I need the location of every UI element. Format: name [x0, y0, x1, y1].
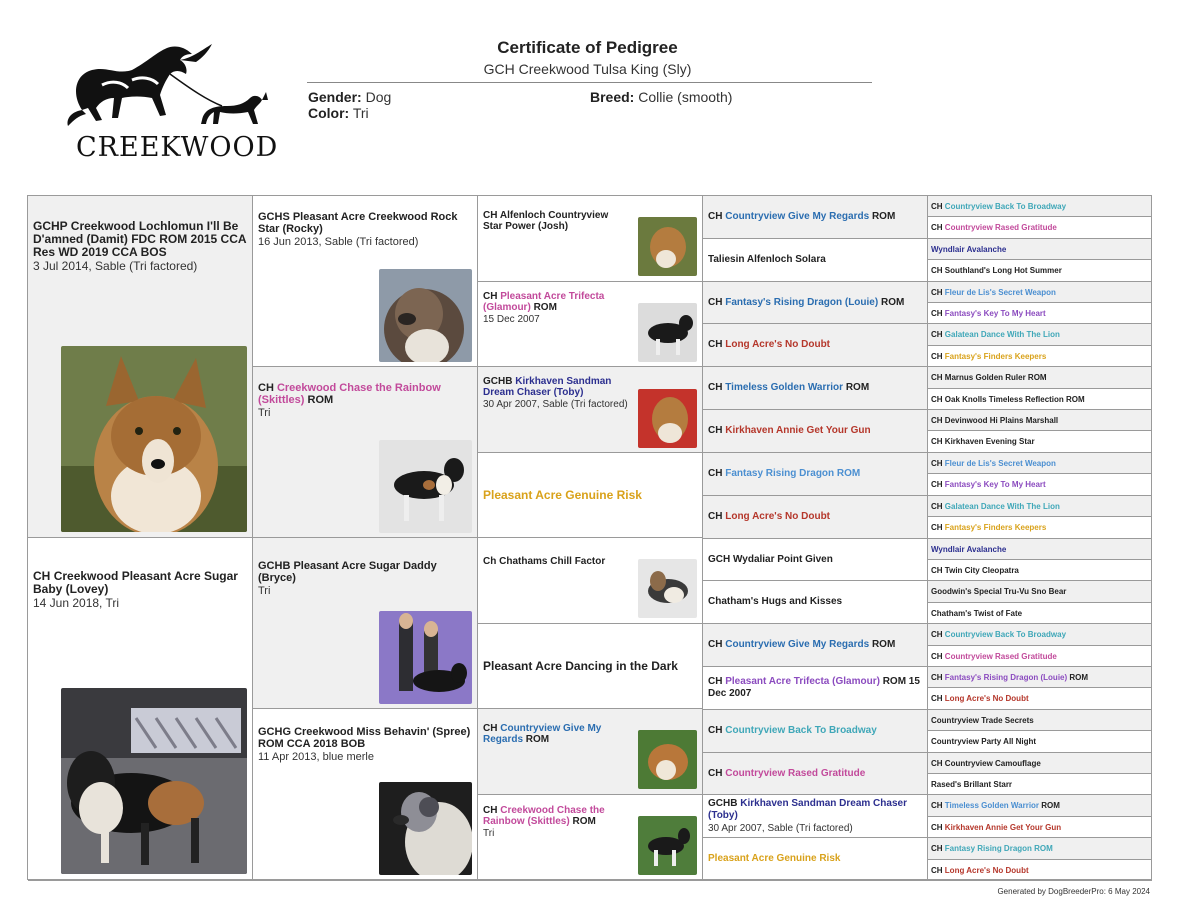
g4-name-1	[708, 211, 895, 223]
g4-cell-14	[703, 753, 928, 795]
sable-collie-small-image	[638, 217, 697, 276]
g5-fullname-7: Galatean Dance With The Lion	[944, 330, 1060, 339]
g5-name-7	[931, 330, 1060, 339]
g4-name-2	[708, 254, 826, 266]
g3-suffix-7: ROM	[525, 734, 550, 745]
g2-fullname-3: Pleasant Acre Sugar Daddy (Bryce)	[258, 560, 437, 584]
g4-cell-9	[703, 539, 928, 581]
dam-photo	[61, 688, 247, 874]
g5-name-4	[931, 266, 1062, 275]
tri-smooth-collie-image	[638, 816, 697, 875]
g4-fullname-7: Fantasy Rising Dragon ROM	[725, 468, 861, 479]
g4-name-10	[708, 596, 842, 608]
g2-title-4: GCHG	[258, 726, 291, 738]
dog-registered-name: GCH Creekwood Tulsa King (Sly)	[483, 61, 692, 77]
g5-fullname-8: Fantasy's Finders Keepers	[944, 351, 1047, 361]
g4-suffix-3: ROM	[880, 296, 905, 308]
g5-suffix-23: ROM	[1069, 672, 1089, 682]
g5-name-1	[931, 202, 1066, 211]
g2-title-3: GCHB	[258, 560, 291, 572]
g5-name-21	[931, 630, 1066, 639]
g4-title-5: CH	[708, 382, 723, 393]
dam-full-name: Creekwood Pleasant Acre Sugar Baby (Lovey)	[33, 569, 238, 596]
g4-cell-2	[703, 239, 928, 282]
g4-cell-1	[703, 196, 928, 239]
g5-cell-2	[928, 217, 1152, 239]
g5-name-24	[931, 694, 1029, 703]
creekwood-logo	[62, 40, 279, 163]
g5-cell-19	[928, 581, 1152, 603]
g4-title-12: CH	[708, 676, 723, 687]
g5-fullname-10: Oak Knolls Timeless Reflection ROM	[944, 394, 1085, 404]
g2-detail-4: 11 Apr 2013, blue merle	[258, 751, 374, 763]
sable-collie-portrait-image	[61, 346, 247, 532]
g5-fullname-30: Kirkhaven Annie Get Your Gun	[944, 822, 1062, 832]
g5-title-5: CH	[931, 287, 943, 297]
sire-title: GCHP	[33, 219, 68, 233]
g5-fullname-16: Fantasy's Finders Keepers	[944, 523, 1047, 532]
g5-cell-13	[928, 453, 1152, 474]
pedigree-chart	[27, 195, 1152, 880]
g5-cell-14	[928, 474, 1152, 496]
g3-fullname-8: Creekwood Chase the Rainbow (Skittles)	[483, 805, 605, 827]
g4-fullname-12: Pleasant Acre Trifecta (Glamour)	[725, 676, 880, 687]
g5-title-4: CH	[931, 266, 943, 275]
g3-photo-2	[638, 303, 697, 362]
g4-title-14: CH	[708, 767, 723, 779]
g5-title-23: CH	[931, 672, 943, 682]
header-divider	[307, 82, 872, 83]
g5-title-16: CH	[931, 523, 943, 532]
g4-name-8	[708, 511, 830, 523]
g5-title-27: CH	[931, 758, 943, 768]
g5-fullname-31: Fantasy Rising Dragon ROM	[944, 844, 1053, 853]
g3-fullname-5: Chathams Chill Factor	[499, 556, 606, 567]
g3-suffix-8: ROM	[572, 816, 596, 827]
generated-by-footer: Generated by DogBreederPro: 6 May 2024	[997, 887, 1150, 896]
g3-detail-3: 30 Apr 2007, Sable (Tri factored)	[483, 399, 628, 410]
g5-cell-20	[928, 603, 1152, 624]
g5-fullname-14: Fantasy's Key To My Heart	[944, 480, 1046, 489]
g5-cell-16	[928, 517, 1152, 539]
g3-title-5: Ch	[483, 556, 497, 567]
gender-field	[308, 89, 391, 105]
blue-merle-collie-photo-image	[379, 782, 472, 875]
sable-collie-stack-image	[638, 559, 697, 618]
g4-name-14	[708, 768, 865, 780]
g5-title-13: CH	[931, 458, 943, 468]
g5-name-15	[931, 502, 1060, 511]
g4-title-7: CH	[708, 468, 723, 479]
g5-fullname-15: Galatean Dance With The Lion	[944, 501, 1060, 511]
g5-name-17	[931, 545, 1006, 554]
g5-cell-31	[928, 838, 1152, 860]
g5-name-16	[931, 523, 1046, 532]
g4-cell-3	[703, 282, 928, 324]
g5-name-6	[931, 309, 1046, 318]
g3-cell-6	[478, 624, 703, 709]
g5-cell-15	[928, 496, 1152, 517]
g3-title-3: GCHB	[483, 376, 513, 387]
g5-fullname-29: Timeless Golden Warrior	[944, 801, 1040, 810]
g5-cell-30	[928, 817, 1152, 838]
g4-title-13: CH	[708, 725, 723, 736]
g5-title-2: CH	[931, 223, 943, 232]
g4-title-8: CH	[708, 511, 723, 522]
g4-title-6: CH	[708, 425, 723, 436]
g3-title-2: CH	[483, 291, 498, 302]
g3-detail-8: Tri	[483, 828, 495, 839]
g4-suffix-1: ROM	[871, 211, 896, 222]
g3-cell-4	[478, 453, 703, 538]
g5-title-15: CH	[931, 501, 943, 511]
g5-cell-10	[928, 389, 1152, 410]
g4-fullname-10: Chatham's Hugs and Kisses	[708, 596, 843, 607]
g5-cell-25	[928, 710, 1152, 731]
g4-fullname-4: Long Acre's No Doubt	[725, 339, 831, 350]
g2-photo-1	[379, 269, 472, 362]
g5-title-14: CH	[931, 480, 943, 489]
g3-fullname-6: Pleasant Acre Dancing in the Dark	[483, 658, 678, 673]
g5-name-3	[931, 245, 1006, 254]
g3-title-8: CH	[483, 805, 498, 816]
g4-cell-16	[703, 838, 928, 881]
g4-cell-11	[703, 624, 928, 667]
g2-title-2: CH	[258, 382, 274, 394]
sire-photo	[61, 346, 247, 532]
g4-name-7	[708, 468, 860, 480]
g5-name-29	[931, 801, 1060, 810]
g5-fullname-23: Fantasy's Rising Dragon (Louie)	[944, 672, 1068, 682]
g4-cell-6	[703, 410, 928, 453]
g4-fullname-2: Taliesin Alfenloch Solara	[708, 254, 826, 265]
g4-name-16	[708, 853, 840, 865]
g5-cell-27	[928, 753, 1152, 774]
g5-cell-28	[928, 774, 1152, 795]
g5-name-9	[931, 373, 1047, 382]
g5-fullname-21: Countryview Back To Broadway	[944, 630, 1067, 639]
g4-name-5	[708, 382, 869, 394]
g5-fullname-11: Devinwood Hi Plains Marshall	[944, 415, 1059, 425]
tri-collie-show-photo-image	[61, 688, 247, 874]
g2-title-1: GCHS	[258, 211, 290, 223]
g5-cell-6	[928, 303, 1152, 324]
g5-fullname-2: Countryview Rased Gratitude	[944, 223, 1057, 232]
certificate-title: Certificate of Pedigree	[497, 38, 678, 57]
g5-name-12	[931, 437, 1035, 446]
g2-name-3	[258, 560, 472, 584]
g2-fullname-2: Creekwood Chase the Rainbow (Skittles)	[258, 382, 441, 406]
g3-title-7: CH	[483, 723, 498, 734]
g4-cell-12	[703, 667, 928, 710]
g5-name-22	[931, 652, 1057, 661]
g4-title-9: GCH	[708, 553, 731, 565]
g5-name-27	[931, 759, 1041, 768]
g4-cell-8	[703, 496, 928, 539]
g5-name-30	[931, 823, 1061, 832]
g5-fullname-26: Countryview Party All Night	[931, 737, 1037, 746]
g4-suffix-11: ROM	[871, 639, 896, 650]
g4-fullname-3: Fantasy's Rising Dragon (Louie)	[725, 296, 879, 308]
g4-suffix-12: ROM 15 Dec 2007	[708, 676, 920, 699]
sable-rough-collie-image	[638, 730, 697, 789]
g5-title-11: CH	[931, 415, 943, 425]
g5-title-6: CH	[931, 308, 943, 318]
g5-fullname-24: Long Acre's No Doubt	[944, 694, 1029, 703]
g2-fullname-1: Pleasant Acre Creekwood Rock Star (Rocky)	[258, 211, 458, 235]
color-field	[308, 105, 369, 121]
g5-title-31: CH	[931, 844, 943, 853]
g5-cell-9	[928, 367, 1152, 389]
g4-title-4: CH	[708, 339, 723, 350]
dam-detail: 14 Jun 2018, Tri	[33, 596, 120, 610]
g5-cell-18	[928, 560, 1152, 581]
g2-detail-2: Tri	[258, 407, 271, 419]
g5-title-22: CH	[931, 651, 943, 661]
g5-fullname-3: Wyndlair Avalanche	[931, 244, 1007, 254]
color-value: Tri	[352, 105, 369, 121]
g5-fullname-13: Fleur de Lis's Secret Weapon	[944, 458, 1056, 468]
g3-photo-3	[638, 389, 697, 448]
g4-fullname-14: Countryview Rased Gratitude	[725, 767, 866, 779]
g4-fullname-5: Timeless Golden Warrior	[725, 382, 844, 393]
g5-cell-11	[928, 410, 1152, 431]
g5-fullname-12: Kirkhaven Evening Star	[944, 437, 1035, 446]
g5-suffix-29: ROM	[1041, 801, 1060, 810]
gender-label: Gender:	[308, 89, 362, 105]
g2-fullname-4: Creekwood Miss Behavin' (Spree) ROM CCA 2018 BOB	[258, 726, 471, 750]
g5-cell-7	[928, 324, 1152, 346]
breed-value: Collie (smooth)	[638, 89, 733, 105]
g5-fullname-1: Countryview Back To Broadway	[944, 201, 1067, 211]
g5-fullname-22: Countryview Rased Gratitude	[944, 651, 1057, 661]
g5-title-32: CH	[931, 865, 943, 875]
g5-title-21: CH	[931, 630, 943, 639]
show-ring-photo-image	[379, 611, 472, 704]
g4-detail-15: 30 Apr 2007, Sable (Tri factored)	[708, 822, 853, 834]
g5-cell-26	[928, 731, 1152, 753]
g2-name-2	[258, 382, 472, 406]
g3-photo-7	[638, 730, 697, 789]
g4-fullname-9: Wydaliar Point Given	[733, 553, 833, 565]
g2-photo-3	[379, 611, 472, 704]
g5-cell-4	[928, 260, 1152, 282]
g3-suffix-2: ROM	[533, 302, 557, 313]
g3-fullname-1: Alfenloch Countryview Star Power (Josh)	[483, 210, 609, 232]
g4-cell-15	[703, 795, 928, 838]
g2-name-1	[258, 211, 472, 235]
breed-label: Breed:	[590, 89, 635, 105]
g5-cell-29	[928, 795, 1152, 817]
g4-fullname-13: Countryview Back To Broadway	[725, 725, 877, 736]
g5-fullname-17: Wyndlair Avalanche	[931, 544, 1007, 554]
g5-cell-24	[928, 688, 1152, 710]
tri-collie-stack-photo-image	[379, 440, 472, 533]
g5-cell-5	[928, 282, 1152, 303]
gender-value: Dog	[365, 89, 392, 105]
g5-title-29: CH	[931, 801, 943, 810]
g4-fullname-8: Long Acre's No Doubt	[725, 511, 831, 522]
sire-detail: 3 Jul 2014, Sable (Tri factored)	[33, 259, 198, 273]
dam-name	[33, 570, 247, 596]
g3-name-7	[483, 723, 643, 745]
g4-fullname-11: Countryview Give My Regards	[725, 639, 870, 650]
g3-fullname-7: Countryview Give My Regards	[483, 723, 602, 745]
g3-title-1: CH	[483, 210, 498, 221]
g3-detail-2: 15 Dec 2007	[483, 314, 540, 325]
g5-name-19	[931, 587, 1066, 596]
tri-collie-small-image	[638, 303, 697, 362]
g4-cell-5	[703, 367, 928, 410]
g5-fullname-6: Fantasy's Key To My Heart	[944, 308, 1046, 318]
g5-name-11	[931, 416, 1058, 425]
g5-title-8: CH	[931, 351, 943, 361]
g2-detail-3: Tri	[258, 585, 271, 597]
g4-suffix-5: ROM	[845, 382, 870, 393]
g5-cell-32	[928, 860, 1152, 881]
g5-name-5	[931, 288, 1056, 297]
g4-name-13	[708, 725, 877, 737]
g3-name-1	[483, 210, 623, 232]
g5-name-10	[931, 395, 1085, 404]
g4-cell-4	[703, 324, 928, 367]
g5-fullname-18: Twin City Cleopatra	[944, 565, 1019, 575]
g5-title-18: CH	[931, 565, 943, 575]
color-label: Color:	[308, 105, 350, 121]
g5-name-32	[931, 866, 1029, 875]
g4-name-4	[708, 339, 830, 351]
g3-photo-1	[638, 217, 697, 276]
g5-name-8	[931, 352, 1046, 361]
g5-cell-23	[928, 667, 1152, 688]
g5-name-14	[931, 480, 1046, 489]
g2-suffix-2: ROM	[307, 394, 334, 406]
g3-name-3	[483, 376, 643, 398]
g5-cell-3	[928, 239, 1152, 260]
g5-fullname-4: Southland's Long Hot Summer	[944, 266, 1062, 275]
g5-fullname-5: Fleur de Lis's Secret Weapon	[944, 287, 1056, 297]
g4-title-1: CH	[708, 211, 723, 222]
g3-photo-8	[638, 816, 697, 875]
g4-title-3: CH	[708, 296, 723, 308]
g4-fullname-16: Pleasant Acre Genuine Risk	[708, 853, 841, 864]
g4-cell-10	[703, 581, 928, 624]
logo-wordmark: CREEKWOOD	[76, 132, 279, 163]
g5-cell-17	[928, 539, 1152, 560]
g4-name-12	[708, 676, 922, 700]
g5-name-20	[931, 609, 1022, 618]
breed-field	[590, 89, 732, 105]
g5-cell-8	[928, 346, 1152, 367]
g2-photo-2	[379, 440, 472, 533]
g5-name-18	[931, 566, 1019, 575]
g5-fullname-20: Chatham's Twist of Fate	[931, 608, 1023, 618]
g5-name-13	[931, 459, 1056, 468]
g5-title-12: CH	[931, 437, 943, 446]
g5-name-28	[931, 780, 1012, 789]
g5-fullname-25: Countryview Trade Secrets	[931, 715, 1034, 725]
g5-fullname-32: Long Acre's No Doubt	[944, 865, 1029, 875]
g5-name-26	[931, 737, 1036, 746]
g3-name-2	[483, 291, 643, 313]
g3-fullname-2: Pleasant Acre Trifecta (Glamour)	[483, 291, 605, 313]
g4-cell-13	[703, 710, 928, 753]
g5-cell-22	[928, 646, 1152, 667]
g4-name-15	[708, 798, 922, 835]
sire-name	[33, 220, 247, 259]
rough-collie-photo-image	[379, 269, 472, 362]
sable-collie-head-image	[638, 389, 697, 448]
g4-name-6	[708, 425, 871, 437]
g4-name-11	[708, 639, 895, 651]
g2-detail-1: 16 Jun 2013, Sable (Tri factored)	[258, 236, 419, 248]
g5-fullname-28: Rased's Brillant Starr	[931, 779, 1013, 789]
g5-fullname-9: Marnus Golden Ruler ROM	[944, 373, 1047, 382]
g2-photo-4	[379, 782, 472, 875]
g5-fullname-19: Goodwin's Special Tru-Vu Sno Bear	[931, 587, 1067, 596]
g5-name-23	[931, 673, 1088, 682]
g2-name-4	[258, 726, 472, 750]
g3-name-8	[483, 805, 643, 827]
g5-title-10: CH	[931, 394, 943, 404]
g5-cell-1	[928, 196, 1152, 217]
g5-title-30: CH	[931, 822, 943, 832]
g4-title-11: CH	[708, 639, 723, 650]
g5-title-7: CH	[931, 330, 943, 339]
g4-fullname-6: Kirkhaven Annie Get Your Gun	[725, 425, 871, 436]
g3-fullname-3: Kirkhaven Sandman Dream Chaser (Toby)	[483, 376, 612, 398]
g5-cell-12	[928, 431, 1152, 453]
g3-photo-5	[638, 559, 697, 618]
g5-fullname-27: Countryview Camouflage	[944, 758, 1041, 768]
g4-fullname-1: Countryview Give My Regards	[725, 211, 870, 222]
g5-cell-21	[928, 624, 1152, 646]
g4-cell-7	[703, 453, 928, 496]
g5-title-1: CH	[931, 201, 943, 211]
sire-full-name: Creekwood Lochlomun I'll Be D'amned (Damit) FDC ROM 2015 CCA Res WD 2019 CCA BOS	[33, 219, 247, 259]
g5-title-24: CH	[931, 694, 943, 703]
horse-logo-icon	[62, 40, 272, 135]
g5-title-9: CH	[931, 373, 943, 382]
g4-name-3	[708, 297, 904, 309]
g3-fullname-4: Pleasant Acre Genuine Risk	[483, 487, 642, 502]
g5-name-31	[931, 844, 1053, 853]
certificate-header	[0, 0, 1179, 195]
g4-fullname-15: Kirkhaven Sandman Dream Chaser (Toby)	[708, 797, 907, 821]
g4-title-15: GCHB	[708, 797, 738, 809]
g4-name-9	[708, 554, 833, 566]
g5-name-25	[931, 716, 1034, 725]
dam-title: CH	[33, 569, 51, 583]
g5-name-2	[931, 223, 1057, 232]
